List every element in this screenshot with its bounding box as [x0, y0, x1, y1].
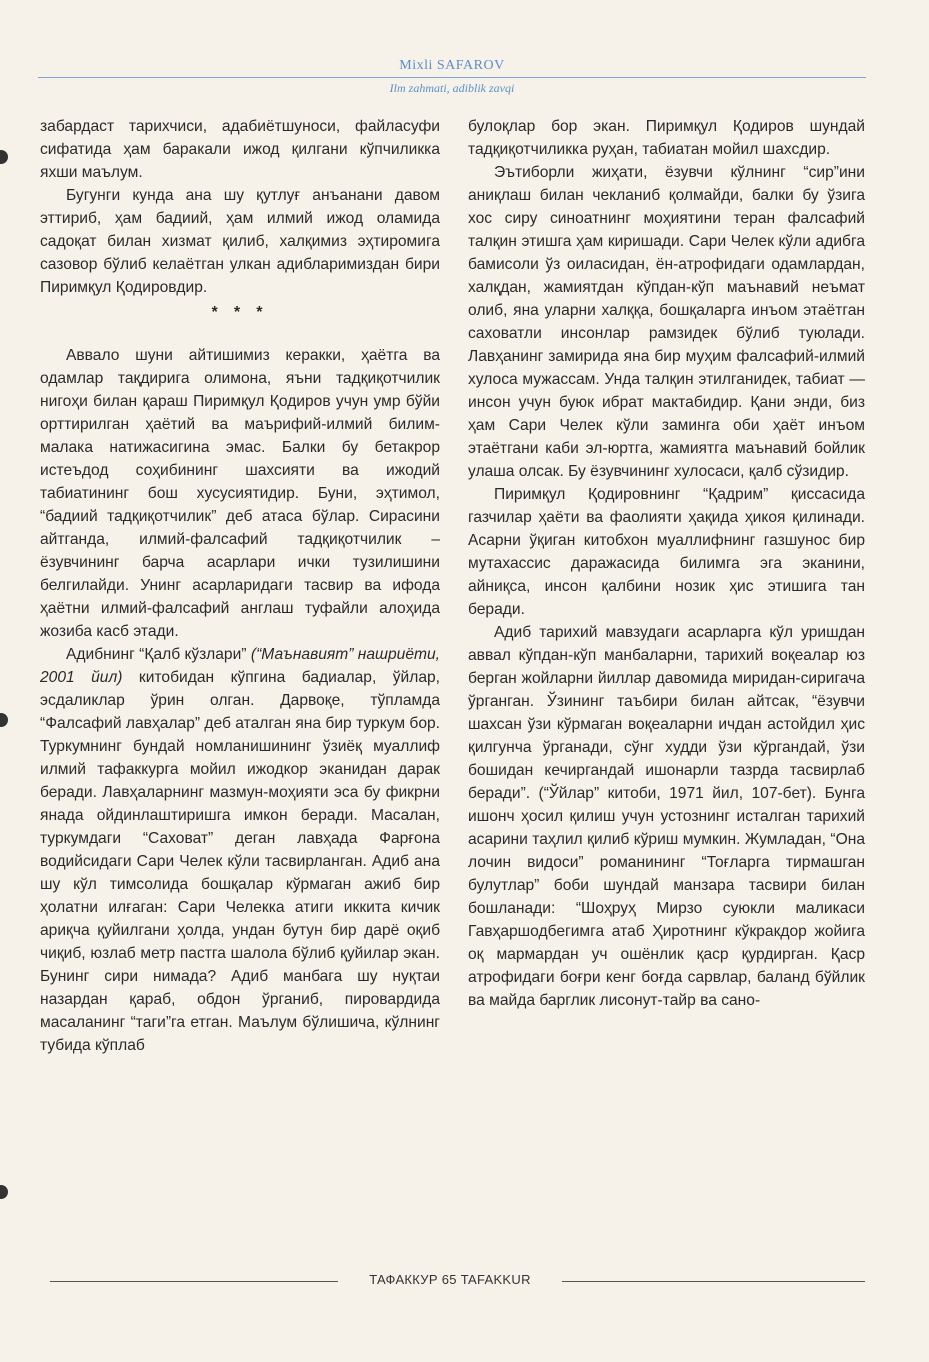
binder-hole: [0, 1185, 8, 1199]
footer-rule-right: [562, 1281, 865, 1282]
page-footer: [50, 1270, 865, 1294]
binder-hole: [0, 150, 8, 164]
paragraph-text: китобидан кўпгина бадиалар, ўйлар, эсдаликлар ўрин олган. Дарвоқе, тўпламда “Фалсафий лавҳалар” деб аталган яна бир туркум бор. Туркумнинг бундай номланишининг ўзиёқ муаллиф илмий тафаккурга мойил ижодкор эканидан дарак беради. Лавҳаларнинг мазмун-моҳияти эса бу фикрни янада ойдинлаштиришга имкон беради. Масалан, туркумдаги “Саховат” деган лавҳада Фарғона водийсидаги Сари Челек кўли тасвирланган. Адиб ана шу кўл тимсолида бошқалар кўрмаган ажиб бир ҳолатни илғаган: Сари Челекка атиги иккита кичик ариқча қуйилгани ҳолда, ундан бутун бир дарё оқиб чиқиб, юзлаб метр пастга шалола бўлиб қуйилар экан. Бунинг сири нимада? Адиб манбага шу нуқтаи назардан қараб, обдон ўрганиб, пировардида масаланинг “таги”га етган. Маълум бўлишича, кўлнинг тубида кўплаб: [40, 669, 441, 1054]
left-column: [40, 115, 440, 1057]
footer-label: ТАФАККУР 65 TAFAKKUR: [369, 1272, 531, 1287]
citation: (“Маънавият” нашриёти, 2001 йил): [40, 646, 441, 686]
paragraph: Эътиборли жиҳати, ёзувчи кўлнинг “сир”ини аниқлаш билан чекланиб қолмайди, балки бу ўзига хос сиру синоатнинг моҳиятини теран фалсафий талқин этишга ҳам киришади. Сари Челек кўли адибга бамисоли ўз оиласидан, ён-атрофидаги одамлардан, халқдан, жамиятдан кўпдан-кўп маънавий неъмат олиб, яна уларни халққа, бошқаларга инъом этаётган саховатли инсонлар рамзидек бўлиб туюлади. Лавҳанинг замирида яна бир муҳим фалсафий-илмий хулоса мужассам. Унда талқин этилганидек, табиат — инсон учун буюк ибрат мактабидир. Қани энди, биз ҳам Сари Челек кўли заминга оби ҳаёт инъом этаётгани каби эл-юртга, жамиятга маънавий бойлик улаша олсак. Бу ёзувчининг хулосаси, қалб сўзидир.: [468, 164, 865, 480]
paragraph-text: Адибнинг “Қалб кўзлари”: [66, 646, 251, 663]
footer-rule-left: [50, 1281, 338, 1282]
paragraph: Адиб тарихий мавзудаги асарларга кўл уришдан аввал кўпдан-кўп манбаларни, тарихий воқеалар юз берган жойларни йиллар давомида миридан-сиригача ўрганган. Ўзининг таъбири билан айтсак, “ёзувчи шахсан ўзи кўрмаган воқеаларни ичдан астойдил ҳис қилгунча ўрганади, сўнг худди ўзи кўргандай, ўзи бошидан кечиргандай ишонарли тазрда тасвирлаб беради”. (“Ўйлар” китоби, 1971 йил, 107-бет). Бунга ишонч ҳосил қилиш учун устознинг исталган тарихий асарини таҳлил қилиб кўриш мумкин. Жумладан, “Она лочин видоси” романининг “Тоғларга тирмашган булутлар” боби шундай манзара тасвири билан бошланади: “Шоҳруҳ Мирзо суюкли маликаси Гавҳаршодбегимга атаб Ҳиротнинг кўкракдор жойига оқ мармардан уч ошёнлик қаср қурдирган. Қаср атрофидаги боғри кенг боғда сарвлар, баланд бўйлик ва майда барглик лисонут-тайр ва сано-: [468, 624, 865, 1009]
paragraph: Пиримқул Қодировнинг “Қадрим” қиссасида газчилар ҳаёти ва фаолияти ҳақида ҳикоя қилинади. Асарни ўқиган китобхон муаллифнинг газшунос бир мутахассис даражасида билимга эга эканини, айниқса, инсон қалбини нозик ҳис этишига тан беради.: [468, 486, 865, 618]
header-subtitle: Ilm zahmati, adiblik zavqi: [389, 81, 515, 95]
paragraph: [40, 643, 440, 1057]
section-separator: * * *: [211, 304, 269, 321]
binder-hole: [0, 713, 8, 727]
paragraph: Аввало шуни айтишимиз керакки, ҳаётга ва одамлар тақдирига олимона, яъни тадқиқотчилик нигоҳи билан қараш Пиримқул Қодиров учун умр бўйи орттирилган ҳаётий ва маърифий-илмий билим-малака натижасигина эмас. Балки бу бетакрор истеъдод соҳибининг шахсияти ва ижодий табиатининг бош хусусиятидир. Буни, эҳтимол, “бадиий тадқиқотчилик” деб атаса бўлар. Сирасини айтганда, илмий-фалсафий тадқиқотчилик – ёзувчининг барча асарлари ички тузилишини белгилайди. Унинг асарларидаги тасвир ва ифода ҳаётни илмий-фалсафий англаш туфайли алоҳида жозиба касб этади.: [40, 347, 440, 640]
paragraph: забардаст тарихчиси, адабиётшуноси, файласуфи сифатида ҳам баракали ижод қилгани кўпчиликка яхши маълум.: [40, 118, 440, 181]
header-rule: [38, 77, 866, 78]
paragraph: Бугунги кунда ана шу қутлуғ анъанани давом эттириб, ҳам бадиий, ҳам илмий ижод оламида садоқат билан хизмат қилиб, халқимиз эҳтиромига сазовор бўлиб келаётган улкан адибларимиздан бири Пиримқул Қодировдир.: [40, 187, 440, 296]
header-author: Mixli SAFAROV: [399, 58, 505, 73]
running-header: [38, 56, 866, 96]
right-column: [468, 115, 865, 1012]
paragraph: булоқлар бор экан. Пиримқул Қодиров шундай тадқиқотчиликка руҳан, табиатан мойил шахсдир.: [468, 118, 865, 158]
